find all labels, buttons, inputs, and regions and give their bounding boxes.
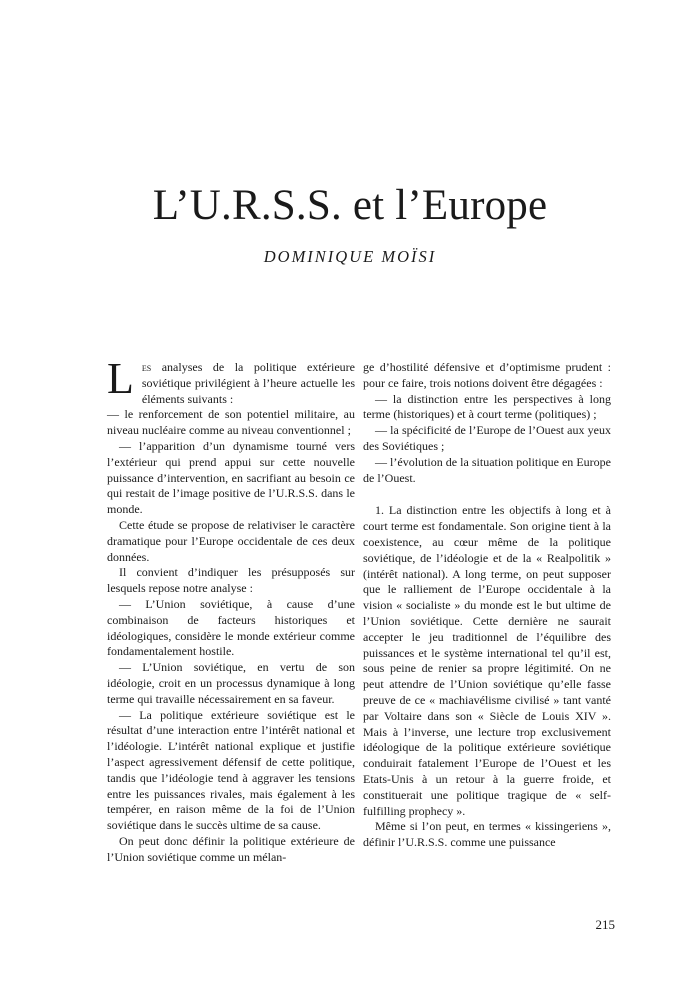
- paragraph-text: analyses de la politique extérieure soviétique privilégient à l’heure actuelle les éléments suivants :: [141, 360, 355, 406]
- paragraph: — le renforcement de son potentiel militaire, au niveau nucléaire comme au niveau conventionnel ;: [107, 407, 355, 438]
- paragraph: — L’Union soviétique, en vertu de son idéologie, croit en un processus dynamique à long terme qui travaille nécessairement en sa faveur.: [107, 660, 355, 706]
- right-column: [363, 360, 611, 851]
- left-column: [107, 354, 355, 866]
- paragraph: — la spécificité de l’Europe de l’Ouest aux yeux des Soviétiques ;: [363, 423, 611, 453]
- article-title: L’U.R.S.S. et l’Europe: [152, 182, 548, 229]
- paragraph: — l’apparition d’un dynamisme tourné vers l’extérieur qui prend appui sur cette nouvelle puissance d’intervention, en sacrifiant au besoin ce qui restait de l’image positive de l’U.R.S.S. dans le monde.: [107, 438, 355, 517]
- small-caps-lead: es: [141, 360, 152, 374]
- paragraph: — La politique extérieure soviétique est le résultat d’une interaction entre l’intérêt national et l’idéologie. L’intérêt national explique et justifie l’aspect agressivement défensif de cette politique, tandis que l’idéologie tend à aggraver les tensions entre les puissances rivales, mais également à les tempérer, en raison même de la foi de l’Union soviétique dans le succès ultime de sa cause.: [107, 707, 355, 833]
- paragraph: [107, 354, 355, 407]
- paragraph: On peut donc définir la politique extérieure de l’Union soviétique comme un mélan-: [107, 833, 355, 864]
- page-number: 215: [595, 917, 615, 932]
- paragraph: — L’Union soviétique, à cause d’une combinaison de facteurs historiques et idéologiques, considère le monde extérieur comme fondamentalement hostile.: [107, 596, 355, 659]
- paragraph: Cette étude se propose de relativiser le caractère dramatique pour l’Europe occidentale de ces deux données.: [107, 517, 355, 564]
- paragraph: 1. La distinction entre les objectifs à long et à court terme est fondamentale. Son origine tient à la coexistence, au cœur même de la politique soviétique, de l’idéologie et de la « Realpolitik » (intérêt national). A long terme, on peut supposer que le ralliement de l’Europe occidentale à la vision « socialiste » du monde est le but ultime de l’Union soviétique. Cette dernière ne saurait accepter le jeu traditionnel de l’équilibre des puissances et le système international tel qu’il est, sous peine de renier sa propre légitimité. On ne peut attendre de l’Union soviétique qu’elle fasse preuve de ce « machiavélisme civilisé » tant vanté par Voltaire dans son « Siècle de Louis XIV ». Mais à l’inverse, une lecture trop exclusivement idéologique de la politique extérieure soviétique conduirait fatalement l’Europe de l’Ouest et les Etats-Unis à un retour à la guerre froide, et constituerait une politique tragique de « self-fulfilling prophecy ».: [363, 503, 611, 818]
- article-author: DOMINIQUE MOÏSI: [263, 247, 437, 266]
- paragraph: — l’évolution de la situation politique en Europe de l’Ouest.: [363, 454, 611, 485]
- paragraph: Il convient d’indiquer les présupposés sur lesquels repose notre analyse :: [107, 565, 355, 596]
- drop-cap: L: [107, 354, 134, 403]
- paragraph: — la distinction entre les perspectives à long terme (historiques) et à court terme (politiques) ;: [363, 391, 611, 422]
- paragraph: Même si l’on peut, en termes « kissingeriens », définir l’U.R.S.S. comme une puissance: [363, 819, 611, 850]
- paragraph: ge d’hostilité défensive et d’optimisme prudent : pour ce faire, trois notions doivent être dégagées :: [363, 360, 611, 390]
